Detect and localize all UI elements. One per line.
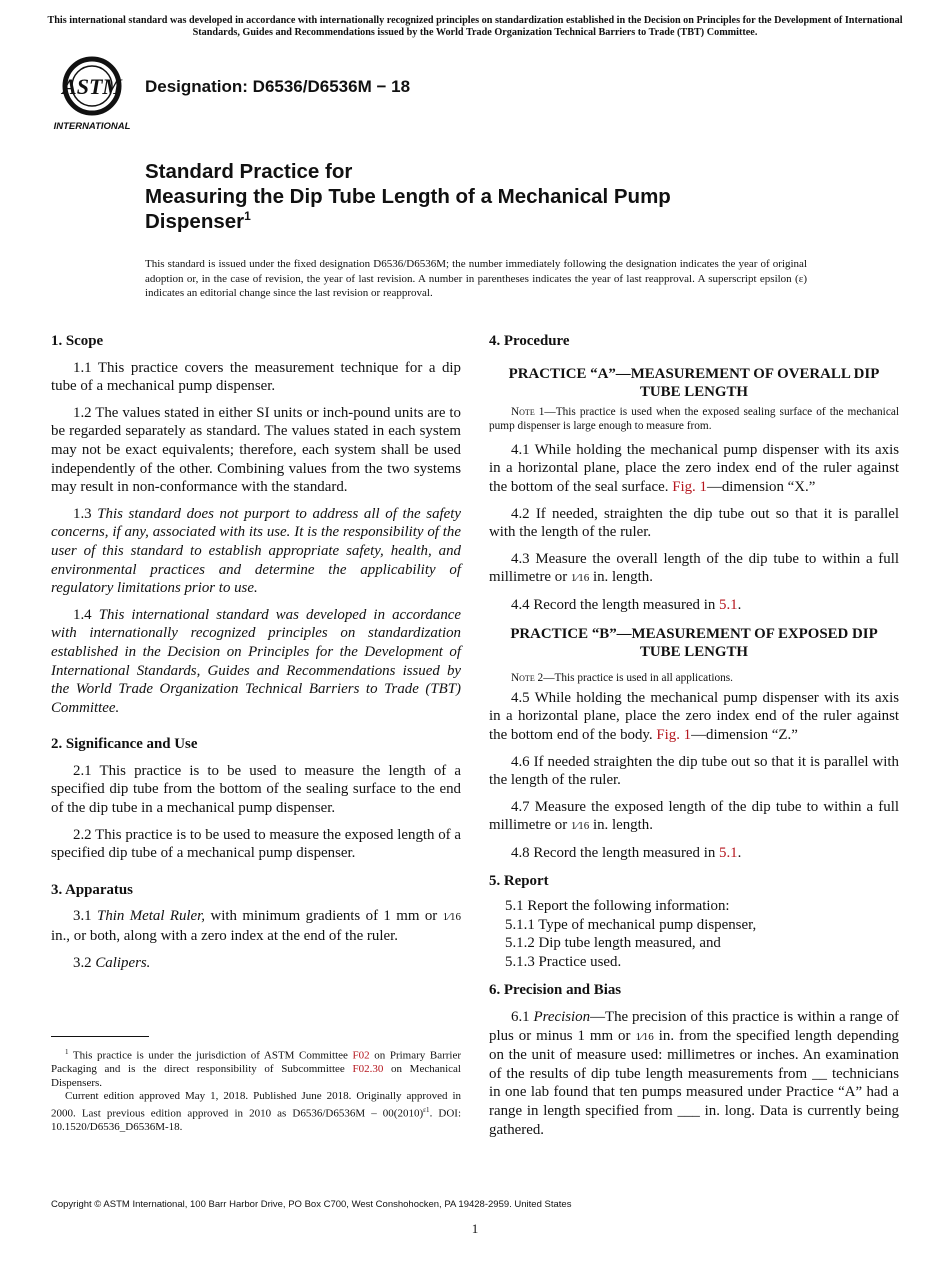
practice-b-heading: PRACTICE “B”—MEASUREMENT OF EXPOSED DIP TUBE LENGTH (510, 625, 878, 661)
para-5-1-2: 5.1.2 Dip tube length measured, and (505, 935, 721, 952)
document-title (145, 159, 865, 237)
para-4-5-text-a: 4.5 While holding the mechanical pump dispenser with its axis in a horizontal plane, place the zero index end of the ruler against the bottom end of the body. (489, 689, 899, 743)
practice-a-heading: PRACTICE “A”—MEASUREMENT OF OVERALL DIP TUBE LENGTH (508, 365, 880, 401)
para-1-1: 1.1 This practice covers the measurement technique for a dip tube of a mechanical pump dispenser. (51, 359, 461, 395)
footnote-edition-text-b: . DOI: 10.1520/D6536_D6536M-18. (51, 1107, 461, 1134)
international-standard-notice: This international standard was developed in accordance with internationally recognized principles on standardization established in the Decision on Principles for the Development of International Standards, Guides and Recommendations issued by the World Trade Organization Technical Barriers to Trade (TBT) Committee. (47, 15, 903, 38)
astm-logo (52, 56, 136, 134)
para-4-3-text-b: in. length. (589, 569, 653, 586)
footnote-1-text-a: This practice is under the jurisdiction of ASTM Committee (68, 1049, 353, 1062)
para-4-1-text-a: 4.1 While holding the mechanical pump dispenser with its axis in a horizontal plane, place the zero index end of the ruler against the bottom of the seal surface. (489, 441, 899, 495)
section-5-1-link[interactable]: 5.1 (719, 596, 738, 613)
para-1-4-num: 1.4 (73, 606, 92, 623)
para-4-1-text-b: —dimension “X.” (706, 478, 816, 495)
para-3-1 (51, 907, 461, 945)
para-5-1-3: 5.1.3 Practice used. (505, 953, 622, 970)
para-3-1-text-a: with minimum gradients of 1 mm or (205, 908, 443, 925)
section-1-heading: 1. Scope (51, 333, 104, 349)
note-1-text: —This practice is used when the exposed sealing surface of the mechanical pump dispenser is large enough to measure from. (489, 405, 899, 432)
title-line-3 (145, 209, 865, 237)
section-5-1-link[interactable]: 5.1 (719, 844, 738, 861)
para-2-2: 2.2 This practice is to be used to measure the exposed length of a specified dip tube of a mechanical pump dispenser. (51, 826, 461, 862)
right-column (489, 332, 899, 1139)
para-1-3-num: 1.3 (73, 505, 92, 522)
section-4-heading: 4. Procedure (489, 333, 570, 349)
copyright-line: Copyright © ASTM International, 100 Barr Harbor Drive, PO Box C700, West Conshohocken, PA 19428-2959. United States (51, 1199, 572, 1210)
para-4-1 (489, 441, 899, 497)
footnote-1-marker: 1 (65, 1048, 69, 1056)
para-6-1-text-b: in. from the specified length depending on the unit of measure used: millimetres or inches. An examination of the results of dip tube length measurements from __ technicians in one lab found that ten pumps measured under Practice “A” had a range in length specified from ___ in. long. Data is currently being gathered. (489, 1027, 899, 1138)
fraction-1-16: 1⁄16 (635, 1030, 654, 1043)
para-4-7-text-a: 4.7 Measure the exposed length of the dip tube to within a full millimetre or (489, 798, 899, 834)
section-5-heading: 5. Report (489, 873, 549, 890)
para-4-5-text-b: —dimension “Z.” (691, 726, 798, 743)
para-3-2 (51, 954, 461, 973)
note-2 (489, 671, 899, 685)
para-1-4 (51, 606, 461, 718)
para-4-7-text-b: in. length. (589, 817, 653, 834)
svg-text:INTERNATIONAL: INTERNATIONAL (53, 121, 131, 132)
para-6-1 (489, 1008, 899, 1139)
footnote-edition-text-a: Current edition approved May 1, 2018. Published June 2018. Originally approved in 2000. Last previous edition approved in 2010 as D6536/D6536M – 00(2010) (51, 1090, 461, 1120)
para-3-2-term: Calipers. (95, 954, 151, 971)
para-4-3-text-a: 4.3 Measure the overall length of the dip tube to within a full millimetre or (489, 550, 899, 586)
para-5-1-1: 5.1.1 Type of mechanical pump dispenser, (505, 916, 757, 933)
para-4-4 (489, 596, 899, 615)
para-4-8-text-b: . (737, 844, 742, 861)
fraction-1-16: 1⁄16 (442, 911, 462, 924)
footnote-1-text-b: on Primary Barrier Packaging and is the direct responsibility of Subcommittee (51, 1049, 462, 1076)
para-4-4-text-b: . (737, 596, 742, 613)
title-line-3-text: Dispenser (145, 210, 245, 233)
astm-logo-graphic (52, 56, 136, 134)
para-3-1-num: 3.1 (73, 908, 92, 925)
para-6-1-text-a: —The precision of this practice is within a range of plus or minus 1 mm or (489, 1009, 899, 1044)
section-6-heading: 6. Precision and Bias (489, 982, 622, 999)
para-4-6: 4.6 If needed straighten the dip tube out so that it is parallel with the length of the ruler. (489, 753, 899, 789)
footnote-divider (51, 1036, 149, 1037)
section-3-heading: 3. Apparatus (51, 881, 133, 898)
note-1-label: Note 1 (511, 405, 545, 418)
footnote-edition (51, 1090, 461, 1134)
note-2-text: —This practice is used in all applications. (543, 671, 733, 684)
note-2-label: Note 2 (511, 671, 544, 684)
subcommittee-f02-30-link[interactable]: F02.30 (352, 1063, 384, 1076)
epsilon-marker: ε1 (423, 1106, 430, 1115)
footnote-1-text-c: on Mechanical Dispensers. (51, 1063, 461, 1089)
para-1-2: 1.2 The values stated in either SI units or inch-pound units are to be regarded separately as standard. The values stated in each system may not be exact equivalents; therefore, each system shall be used independently of the other. Combining values from the two systems may result in non-conformance with the standard. (51, 404, 461, 496)
para-4-8-text-a: 4.8 Record the length measured in (511, 844, 719, 861)
section-2-heading: 2. Significance and Use (51, 736, 198, 753)
para-4-4-text-a: 4.4 Record the length measured in (511, 596, 719, 613)
svg-text:ASTM: ASTM (62, 74, 122, 99)
para-4-7 (489, 798, 899, 836)
para-4-5 (489, 689, 899, 745)
para-2-1: 2.1 This practice is to be used to measure the length of a specified dip tube from the bottom of the sealing surface to the end of the dip tube in a mechanical pump dispenser. (51, 762, 461, 817)
designation: Designation: D6536/D6536M − 18 (145, 77, 411, 96)
para-6-1-num: 6.1 (511, 1009, 530, 1026)
para-6-1-term: Precision (533, 1009, 591, 1026)
page-number: 1 (471, 1221, 479, 1236)
para-1-3 (51, 505, 461, 598)
footnotes (51, 1046, 461, 1135)
title-line-1: Standard Practice for (145, 160, 353, 183)
para-1-3-text: This standard does not purport to address all of the safety concerns, if any, associated with its use. It is the responsibility of the user of this standard to establish appropriate safety, health, and environmental practices and determine the applicability of regulatory limitations prior to use. (51, 505, 462, 597)
left-column (51, 332, 461, 972)
footnote-1 (51, 1046, 461, 1090)
fraction-1-16: 1⁄16 (570, 820, 590, 833)
para-4-3 (489, 550, 899, 588)
para-3-1-term: Thin Metal Ruler, (97, 908, 206, 925)
report-list (489, 897, 899, 971)
fig-1-link[interactable]: Fig. 1 (672, 478, 707, 495)
para-3-2-num: 3.2 (73, 954, 92, 971)
issued-note: This standard is issued under the fixed designation D6536/D6536M; the number immediately following the designation indicates the year of original adoption or, in the case of revision, the year of last revision. A number in parentheses indicates the year of last reapproval. A superscript epsilon (ε) indicates an editorial change since the last revision or reapproval. (145, 258, 807, 300)
fig-1-link[interactable]: Fig. 1 (656, 726, 692, 743)
committee-f02-link[interactable]: F02 (352, 1049, 370, 1062)
para-4-8 (489, 844, 899, 863)
title-line-2: Measuring the Dip Tube Length of a Mechanical Pump (145, 185, 671, 208)
fraction-1-16: 1⁄16 (570, 572, 590, 585)
note-1 (489, 405, 899, 433)
para-4-2: 4.2 If needed, straighten the dip tube out so that it is parallel with the length of the ruler. (489, 505, 899, 541)
para-3-1-text-b: in., or both, along with a zero index at the end of the ruler. (51, 928, 398, 945)
para-5-1: 5.1 Report the following information: (505, 898, 730, 915)
title-footnote-marker: 1 (244, 209, 251, 223)
para-1-4-text: This international standard was developed in accordance with internationally recognized principles on standardization established in the Decision on Principles for the Development of International Standards, Guides and Recommendations issued by the World Trade Organization Technical Barriers to Trade (TBT) Committee. (51, 606, 461, 716)
